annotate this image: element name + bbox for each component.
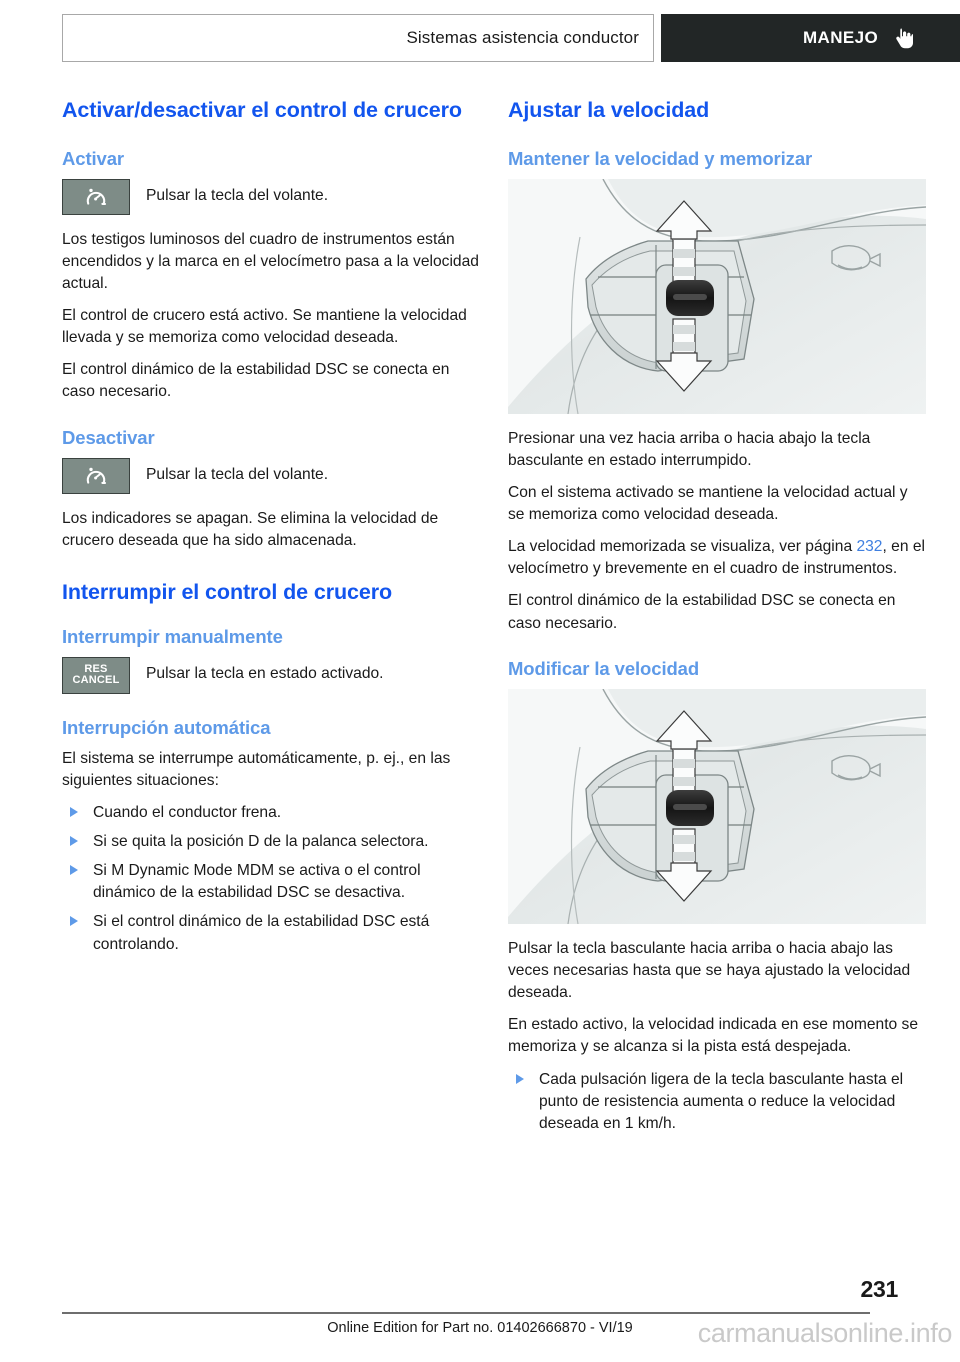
paragraph: Presionar una vez hacia arriba o hacia abajo la tecla basculante en estado interrumpido. bbox=[508, 429, 871, 469]
steering-wheel-rocker-switch-photo bbox=[508, 179, 926, 414]
edition-note: Online Edition for Part no. 01402666870 - VI/19 bbox=[327, 1320, 633, 1336]
list-item bbox=[62, 831, 480, 853]
breadcrumb-label: Sistemas asistencia conductor bbox=[406, 28, 639, 47]
list-item-text: Si el control dinámico de la estabilidad DSC está controlando. bbox=[93, 913, 430, 953]
cancel-label: CANCEL bbox=[72, 674, 120, 687]
heading-interrupcion-automatica: Interrupción automática bbox=[62, 716, 271, 738]
paragraph: Pulsar la tecla basculante hacia arriba o hacia abajo las veces necesarias hasta que se haya ajustado la velocidad deseada. bbox=[508, 939, 911, 1002]
key-instruction-label: Pulsar la tecla del volante. bbox=[146, 465, 329, 483]
page-ref-suffix: , en el velocímetro y brevemente en el cuadro de instrumentos. bbox=[508, 538, 925, 578]
bullet-list-modificar bbox=[508, 1069, 926, 1135]
list-item bbox=[508, 1069, 926, 1135]
heading-activar: Activar bbox=[62, 147, 125, 169]
triangle-bullet-icon bbox=[70, 836, 78, 846]
triangle-bullet-icon bbox=[516, 1074, 524, 1084]
key-instruction-desactivar bbox=[62, 458, 480, 494]
page-title-right: Ajustar la velocidad bbox=[508, 98, 710, 122]
list-item-text: Si M Dynamic Mode MDM se activa o el control dinámico de la estabilidad DSC se desactiva. bbox=[93, 862, 421, 902]
pointing-hand-icon bbox=[892, 25, 918, 51]
triangle-bullet-icon bbox=[70, 916, 78, 926]
right-column bbox=[508, 96, 926, 1142]
paragraph: En estado activo, la velocidad indicada en ese momento se memoriza y se alcanza si la pista está despejada. bbox=[508, 1016, 919, 1056]
heading-desactivar: Desactivar bbox=[62, 426, 155, 448]
cruise-control-icon bbox=[62, 458, 130, 494]
key-instruction-label: Pulsar la tecla del volante. bbox=[146, 186, 329, 204]
page-reference-link[interactable]: 232 bbox=[856, 538, 883, 556]
list-item-text: Si se quita la posición D de la palanca selectora. bbox=[93, 833, 429, 851]
triangle-bullet-icon bbox=[70, 865, 78, 875]
list-item-text: Cada pulsación ligera de la tecla basculante hasta el punto de resistencia aumenta o reduce la velocidad deseada en 1 km/h. bbox=[539, 1070, 904, 1132]
paragraph: El control de crucero está activo. Se mantiene la velocidad llevada y se memoriza como velocidad deseada. bbox=[62, 307, 467, 347]
paragraph: El control dinámico de la estabilidad DSC se conecta en caso necesario. bbox=[508, 592, 896, 632]
section-label: MANEJO bbox=[803, 28, 879, 47]
key-instruction-label: Pulsar la tecla en estado activado. bbox=[146, 664, 384, 682]
page-ref-prefix: La velocidad memorizada se visualiza, ver página bbox=[508, 538, 857, 556]
paragraph: Con el sistema activado se mantiene la velocidad actual y se memoriza como velocidad deseada. bbox=[508, 483, 908, 524]
steering-wheel-rocker-switch-photo bbox=[508, 689, 926, 924]
list-item bbox=[62, 911, 480, 955]
breadcrumb-tab bbox=[62, 14, 654, 62]
list-item bbox=[62, 802, 480, 824]
heading-interrumpir-manualmente: Interrumpir manualmente bbox=[62, 625, 283, 647]
cruise-control-icon bbox=[62, 179, 130, 215]
paragraph: El control dinámico de la estabilidad DSC se conecta en caso necesario. bbox=[62, 361, 450, 401]
footer-divider bbox=[62, 1312, 870, 1314]
key-instruction-activar bbox=[62, 179, 480, 215]
triangle-bullet-icon bbox=[70, 807, 78, 817]
page-number: 231 bbox=[860, 1276, 898, 1302]
res-label: RES bbox=[84, 663, 108, 676]
watermark: carmanualsonline.info bbox=[697, 1318, 952, 1348]
paragraph: Los indicadores se apagan. Se elimina la velocidad de crucero deseada que ha sido almacenada. bbox=[62, 509, 439, 549]
page-title-left-2: Interrumpir el control de crucero bbox=[62, 579, 393, 604]
list-item bbox=[62, 860, 480, 904]
paragraph: Los testigos luminosos del cuadro de instrumentos están encendidos y la marca en el velocímetro pasa a la velocidad actual. bbox=[62, 230, 479, 292]
section-tab bbox=[661, 14, 960, 62]
paragraph: El sistema se interrumpe automáticamente, p. ej., en las siguientes situaciones: bbox=[62, 749, 451, 789]
bullet-list-interrupcion bbox=[62, 802, 480, 956]
res-cancel-button-icon bbox=[62, 657, 130, 694]
list-item-text: Cuando el conductor frena. bbox=[93, 803, 282, 821]
page-title-left: Activar/desactivar el control de crucero bbox=[62, 98, 462, 122]
paragraph-with-page-ref bbox=[508, 536, 926, 580]
heading-modificar-velocidad: Modificar la velocidad bbox=[508, 657, 700, 679]
heading-mantener-velocidad: Mantener la velocidad y memorizar bbox=[508, 147, 813, 169]
key-instruction-res-cancel bbox=[62, 657, 480, 694]
page-header bbox=[62, 14, 960, 62]
left-column bbox=[62, 96, 480, 963]
